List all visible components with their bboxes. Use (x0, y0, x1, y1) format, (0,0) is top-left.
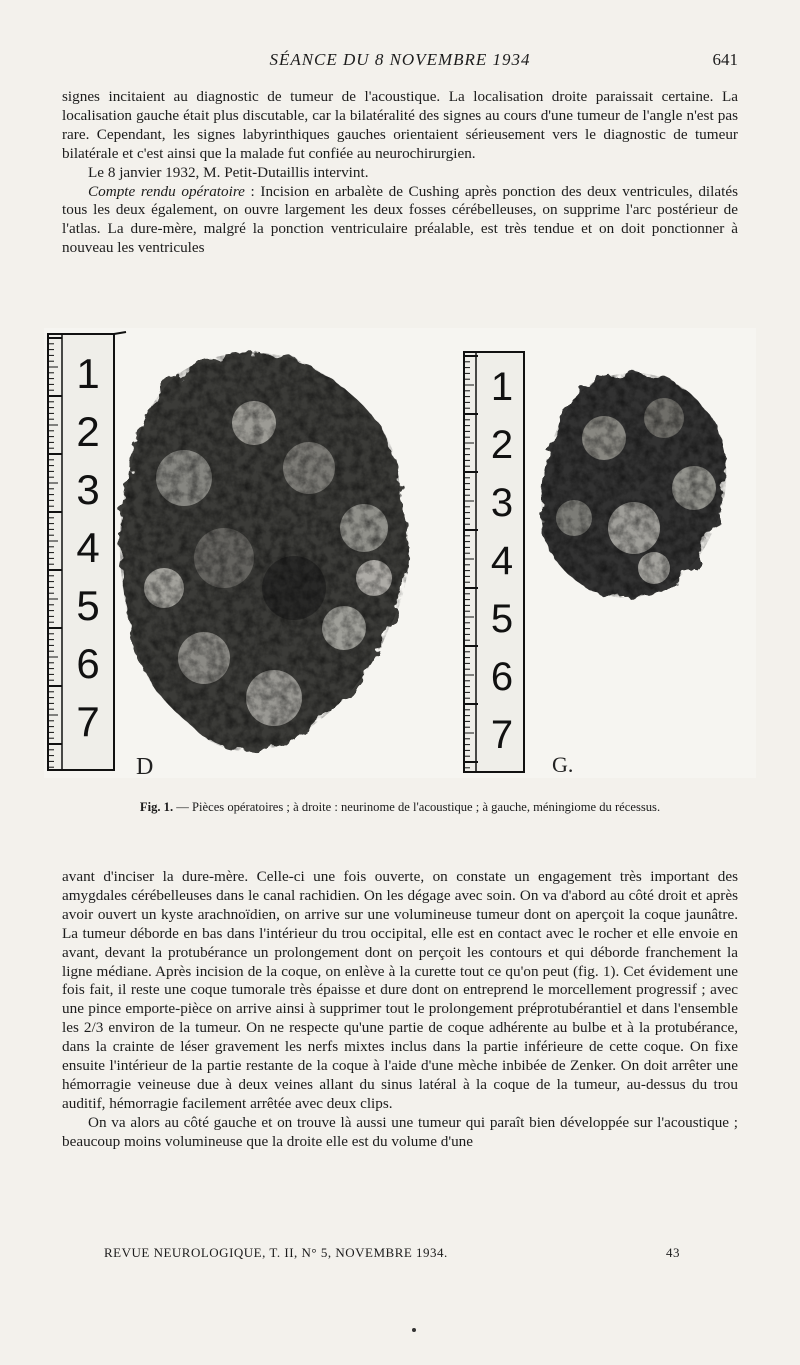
ruler-number: 4 (76, 524, 100, 571)
figure-caption-text: — Pièces opératoires ; à droite : neurinome de l'acoustique ; à gauche, méningiome du récessus. (173, 800, 661, 814)
paragraph: signes incitaient au diagnostic de tumeur de l'acoustique. La localisation droite paraissait certaine. La localisation gauche était plus discutable, car la bilatéralité des signes au cours d'une tumeur de l'angle n'est pas rare. Cependant, les signes labyrinthiques gauches orientaient sérieusement vers le diagnostic de tumeur bilatérale et c'est ainsi que la malade fut confiée au neurochirurgien. (62, 88, 738, 162)
ruler-number: 3 (76, 466, 100, 513)
ruler-number: 7 (76, 698, 100, 745)
specimen-photograph (44, 328, 756, 778)
page-number: 641 (712, 50, 738, 69)
figure-caption (110, 800, 690, 815)
paragraph: avant d'inciser la dure-mère. Celle-ci une fois ouverte, on constate un engagement très important des amygdales cérébelleuses dans le canal rachidien. On les dégage avec soin. On va d'abord au côté droit et après avoir ouvert un kyste arachnoïdien, on arrive sur une volumineuse tumeur dont on aperçoit la coque jaunâtre. La tumeur déborde en bas dans l'intérieur du trou occipital, elle est en contact avec le rocher et elle envoie en avant, devant la protubérance un prolongement dont on perçoit les contours et qui déborde franchement la ligne médiane. Après incision de la coque, on enlève à la curette tout ce qu'on peut (fig. 1). Cet évidement une fois fait, il reste une coque tumorale très épaisse et dure dont on entreprend le morcellement progressif ; avec une pince emporte-pièce on arrive ainsi à supprimer tout le prolongement préprotubérantiel et dans l'ensemble les 2/3 environ de la tumeur. On ne respecte qu'une partie de coque adhérente au bulbe et à la protubérance, dans la crainte de léser gravement les nerfs mixtes inclus dans la partie inférieure de cette coque. On fixe ensuite l'intérieur de la partie restante de la coque à l'aide d'une mèche inbibée de Zenker. On doit arrêter une hémorragie veineuse due à deux veines allant du sinus latéral à la coque de la tumeur, au-dessus du trou auditif, hémorragie facilement arrêtée avec deux clips. (62, 868, 738, 1112)
ruler-number: 7 (490, 713, 514, 757)
paragraph: On va alors au côté gauche et on trouve là aussi une tumeur qui paraît bien développée sur l'acoustique ; beaucoup moins volumineuse que la droite elle est du volume d'une (62, 1113, 738, 1150)
running-title: SÉANCE DU 8 NOVEMBRE 1934 (269, 50, 531, 69)
specimen-label-right: G. (552, 752, 574, 777)
ruler-number: 1 (76, 350, 100, 397)
footer-sheet-number: 43 (666, 1245, 680, 1260)
ruler-left-numbers (76, 350, 99, 745)
ruler-number: 6 (490, 655, 514, 699)
ruler-number: 2 (76, 408, 100, 455)
footer-journal: REVUE NEUROLOGIQUE, T. II, N° 5, NOVEMBRE 1934. (104, 1245, 448, 1260)
running-head (62, 50, 738, 74)
operative-report-label: Compte rendu opératoire (88, 182, 245, 200)
figure-caption-label: Fig. 1. (139, 800, 174, 814)
paragraph: Le 8 janvier 1932, M. Petit-Dutaillis intervint. (88, 163, 369, 181)
ruler-number: 1 (490, 365, 514, 409)
ruler-number: 5 (490, 597, 514, 641)
ruler-number: 3 (490, 481, 514, 525)
top-text-block (62, 88, 738, 258)
ruler-number: 4 (490, 539, 514, 583)
print-speck (412, 1328, 416, 1332)
operative-report-text: : Incision en arbalète de Cushing après ponction des deux ventricules, dilatés tous les deux également, on ouvre largement les deux fosses cérébelleuses, on supprime l'arc postérieur de l'atlas. La dure-mère, malgré la ponction ventriculaire préalable, est très tendue et on doit ponctionner à nouveau les ventricules (62, 182, 738, 257)
ruler-number: 5 (76, 582, 100, 629)
ruler-number: 2 (490, 423, 514, 467)
ruler-right-numbers (491, 365, 513, 757)
bottom-text-block (62, 868, 738, 1152)
figure-operative-specimens (44, 328, 756, 778)
ruler-number: 6 (76, 640, 100, 687)
page-footer (104, 1245, 680, 1267)
specimen-label-left: D (136, 754, 154, 778)
paragraph (62, 183, 738, 259)
